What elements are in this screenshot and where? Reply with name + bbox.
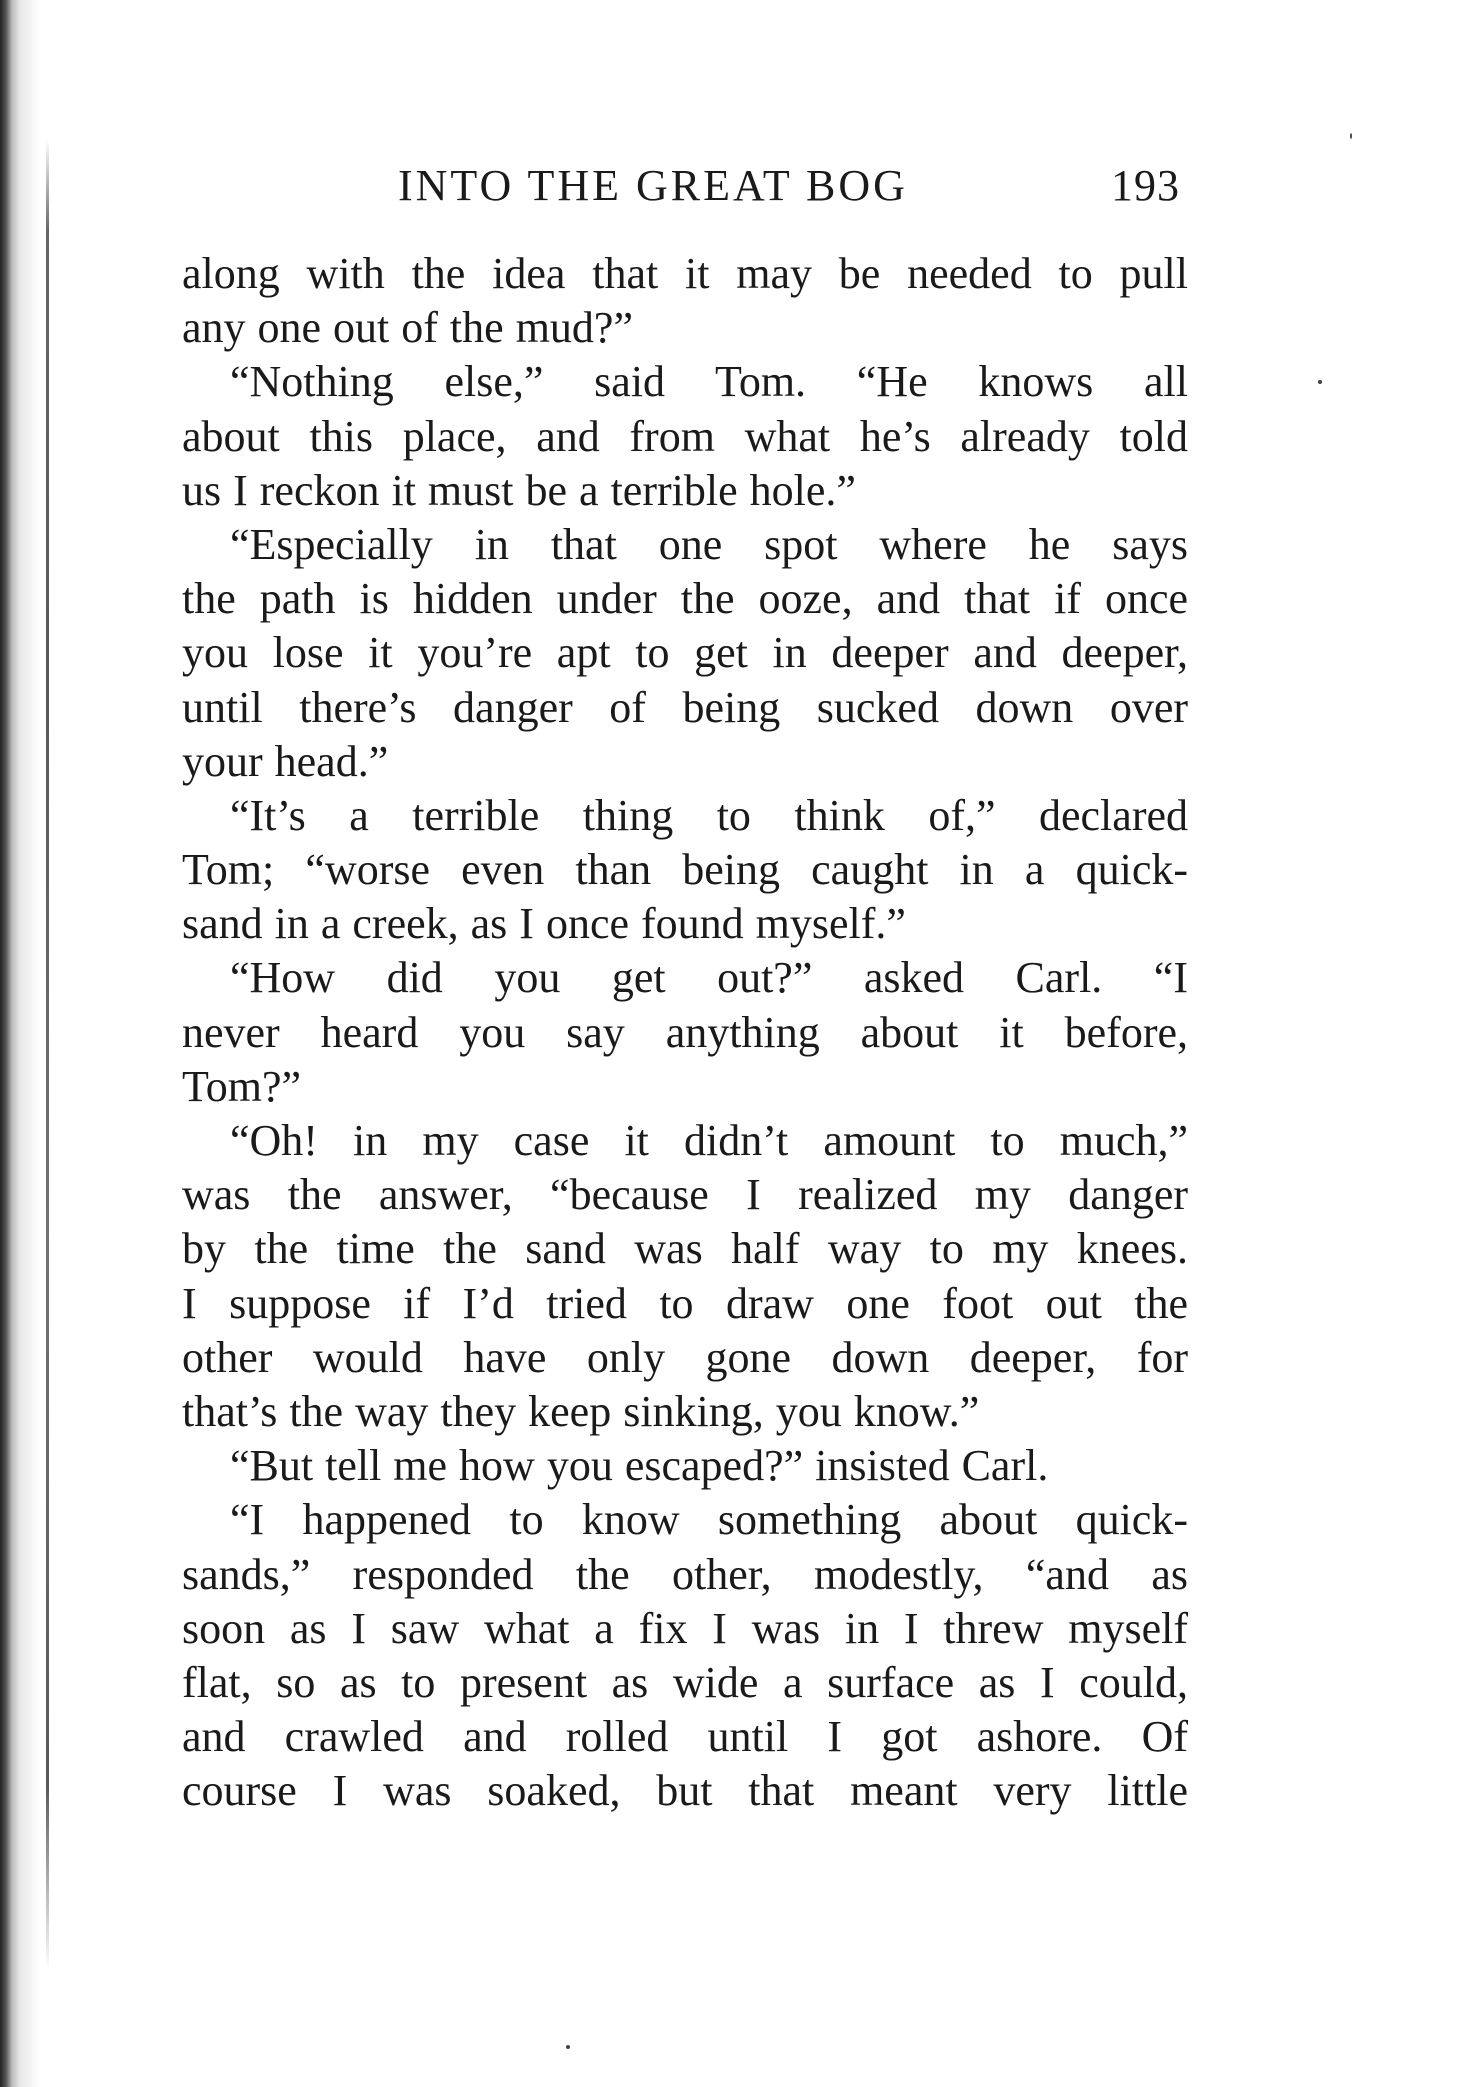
text-line: that’s the way they keep sinking, you know.”: [182, 1386, 980, 1436]
page-number: 193: [1111, 161, 1180, 210]
text-line: “But tell me how you escaped?” insisted Carl.: [230, 1441, 1049, 1491]
text-line: flat, so as to present as wide a surface as I could,: [182, 1657, 1188, 1707]
page-spine-shadow: [0, 0, 60, 2087]
text-line: “Oh! in my case it didn’t amount to much,”: [230, 1116, 1188, 1165]
text-line: you lose it you’re apt to get in deeper and deeper,: [182, 628, 1188, 678]
text-line: course I was soaked, but that meant very little: [182, 1766, 1188, 1816]
text-line: “Especially in that one spot where he says: [230, 519, 1188, 569]
text-line: was the answer, “because I realized my danger: [182, 1170, 1188, 1220]
text-line: and crawled and rolled until I got ashore. Of: [182, 1712, 1188, 1762]
text-line: sands,” responded the other, modestly, “and as: [182, 1549, 1188, 1599]
text-line: us I reckon it must be a terrible hole.”: [182, 465, 856, 515]
page-binding-edge: [46, 140, 49, 1970]
text-line: soon as I saw what a fix I was in I threw myself: [182, 1603, 1188, 1653]
text-line: sand in a creek, as I once found myself.”: [182, 899, 906, 949]
body-text: [182, 247, 1188, 1818]
text-line: other would have only gone down deeper, for: [182, 1332, 1188, 1382]
text-line: until there’s danger of being sucked down over: [182, 682, 1188, 732]
text-line: “Nothing else,” said Tom. “He knows all: [230, 357, 1188, 407]
text-line: any one out of the mud?”: [182, 303, 633, 353]
text-line: your head.”: [182, 736, 389, 786]
text-line: Tom?”: [182, 1061, 302, 1111]
text-line: about this place, and from what he’s already told: [182, 411, 1188, 461]
text-line: along with the idea that it may be needed to pull: [182, 249, 1188, 298]
text-line: “I happened to know something about quick-: [230, 1495, 1188, 1545]
text-line: I suppose if I’d tried to draw one foot out the: [182, 1278, 1188, 1328]
text-line: “How did you get out?” asked Carl. “I: [230, 953, 1188, 1003]
scan-speck: [566, 2045, 570, 2049]
text-line: “It’s a terrible thing to think of,” declared: [230, 790, 1188, 840]
text-line: Tom; “worse even than being caught in a quick-: [182, 845, 1188, 895]
scan-speck: [1350, 133, 1352, 139]
text-line: by the time the sand was half way to my knees.: [182, 1224, 1188, 1274]
chapter-title: INTO THE GREAT BOG: [398, 161, 908, 210]
text-line: the path is hidden under the ooze, and that if once: [182, 574, 1188, 624]
running-header: [380, 160, 1180, 220]
text-line: never heard you say anything about it before,: [182, 1007, 1188, 1057]
scan-speck: [1318, 380, 1322, 384]
